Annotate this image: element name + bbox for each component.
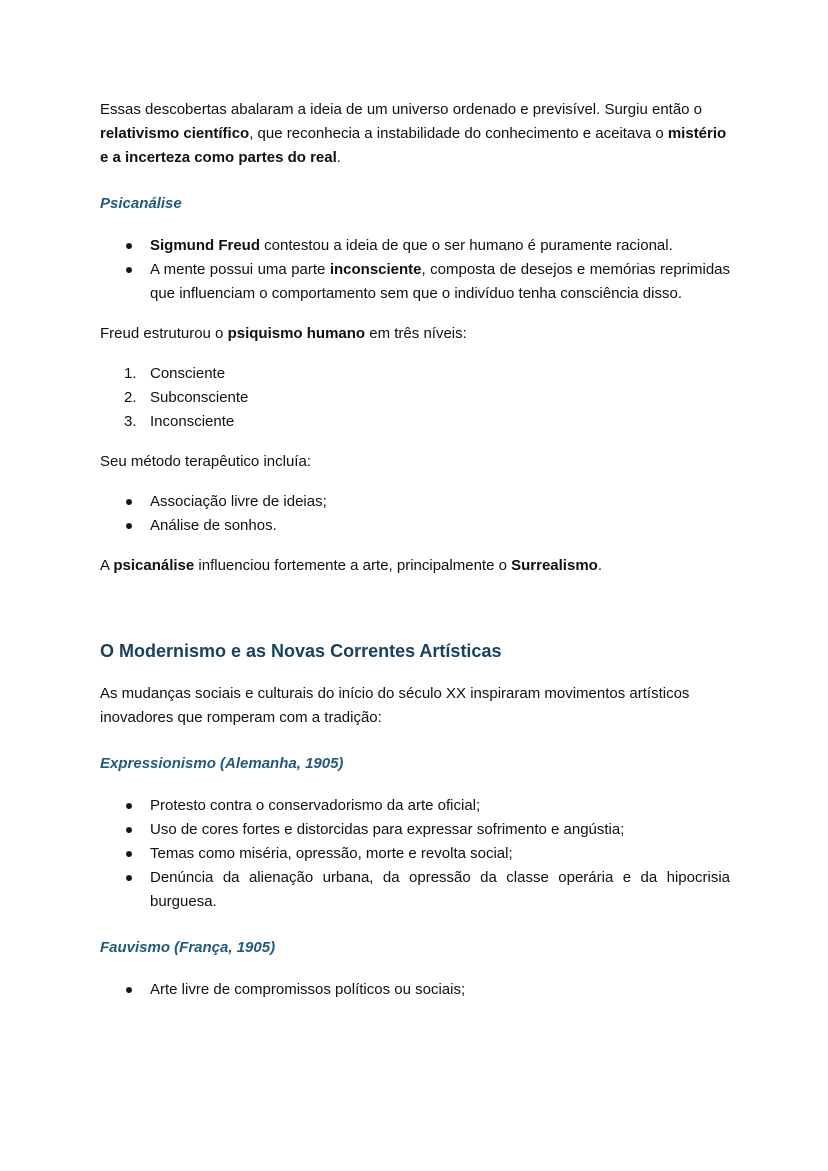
paragraph-text: .	[597, 557, 602, 574]
intro-bold-misterio: mistério e a incerteza como partes do real	[100, 125, 727, 166]
psicanalise-closing	[100, 554, 730, 578]
paragraph-text: em três níveis:	[365, 325, 467, 342]
expressionismo-heading: Expressionismo (Alemanha, 1905)	[100, 755, 344, 772]
intro-text: .	[336, 149, 341, 166]
list-item	[150, 234, 730, 258]
intro-text: , que reconhecia a instabilidade do conhecimento e aceitava o	[249, 125, 668, 142]
psicanalise-bold: psicanálise	[113, 557, 195, 574]
list-item: Arte livre de compromissos políticos ou sociais;	[150, 978, 730, 1002]
fauvismo-heading: Fauvismo (França, 1905)	[100, 939, 276, 956]
expressionismo-bullet-list	[100, 794, 730, 914]
document-page	[100, 98, 730, 1002]
paragraph-text: Freud estruturou o	[100, 325, 228, 342]
methods-bullet-list	[100, 490, 730, 538]
list-number: 3.	[124, 413, 137, 430]
list-item-text: , composta de desejos e memórias reprimidas que influenciam o comportamento sem que o indivíduo tenha consciência disso.	[150, 261, 730, 302]
intro-paragraph	[100, 98, 730, 170]
list-item-text: Inconsciente	[150, 413, 235, 430]
paragraph-text: influenciou fortemente a arte, principalmente o	[194, 557, 512, 574]
list-item: Temas como miséria, opressão, morte e revolta social;	[150, 842, 730, 866]
list-item-text: contestou a ideia de que o ser humano é puramente racional.	[260, 237, 673, 254]
psicanalise-heading: Psicanálise	[100, 195, 182, 212]
list-item-text: A mente possui uma parte	[150, 261, 330, 278]
list-item	[124, 386, 730, 410]
levels-numbered-list	[100, 362, 730, 434]
fauvismo-bullet-list	[100, 978, 730, 1002]
freud-bullet-list	[100, 234, 730, 306]
list-item	[124, 362, 730, 386]
modernismo-heading: O Modernismo e as Novas Correntes Artísticas	[100, 641, 502, 661]
list-item-text: Consciente	[150, 365, 226, 382]
list-item: Análise de sonhos.	[150, 514, 730, 538]
method-intro: Seu método terapêutico incluía:	[100, 453, 311, 470]
psiquismo-bold: psiquismo humano	[227, 325, 366, 342]
list-item: Uso de cores fortes e distorcidas para expressar sofrimento e angústia;	[150, 818, 730, 842]
list-item-text: Subconsciente	[150, 389, 249, 406]
surrealismo-bold: Surrealismo	[511, 557, 598, 574]
list-item: Protesto contra o conservadorismo da arte oficial;	[150, 794, 730, 818]
list-number: 2.	[124, 389, 137, 406]
freud-name: Sigmund Freud	[150, 237, 260, 254]
inconsciente-bold: inconsciente	[329, 261, 422, 278]
list-item: Associação livre de ideias;	[150, 490, 730, 514]
list-number: 1.	[124, 365, 137, 382]
paragraph-text: A	[100, 557, 114, 574]
list-item	[124, 410, 730, 434]
intro-text: Essas descobertas abalaram a ideia de um universo ordenado e previsível. Surgiu então o	[100, 101, 703, 118]
intro-bold-relativismo: relativismo científico	[100, 125, 250, 142]
list-item	[150, 258, 730, 306]
psiquismo-paragraph	[100, 322, 730, 346]
list-item: Denúncia da alienação urbana, da opressão da classe operária e da hipocrisia burguesa.	[150, 866, 730, 914]
modernismo-intro: As mudanças sociais e culturais do início do século XX inspiraram movimentos artísticos inovadores que romperam com a tradição:	[100, 685, 690, 726]
